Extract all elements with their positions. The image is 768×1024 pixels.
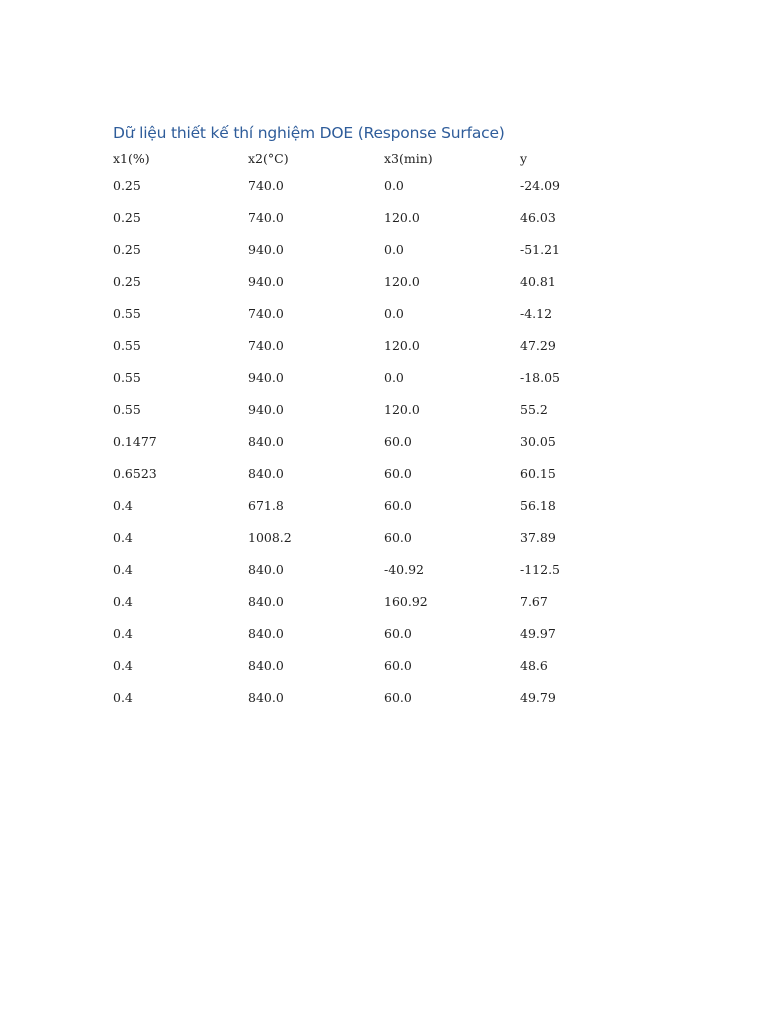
cell-x2: 940.0 — [248, 401, 284, 417]
table-row — [113, 617, 580, 649]
cell-x1: 0.55 — [113, 305, 141, 321]
table-row — [113, 265, 580, 297]
cell-y: -112.5 — [520, 561, 561, 577]
cell-y: 47.29 — [520, 337, 556, 353]
cell-x1: 0.25 — [113, 209, 141, 225]
table-row — [113, 201, 580, 233]
cell-x1: 0.55 — [113, 337, 141, 353]
cell-y: -51.21 — [520, 241, 561, 257]
cell-x3: 120.0 — [384, 401, 420, 417]
table-row — [113, 553, 580, 585]
cell-x1: 0.1477 — [113, 433, 157, 449]
doe-data-table — [113, 147, 580, 713]
cell-x1: 0.4 — [113, 689, 133, 705]
cell-x3: 0.0 — [384, 177, 404, 193]
column-header-x3: x3(min) — [384, 150, 433, 166]
cell-x1: 0.4 — [113, 593, 133, 609]
table-row — [113, 425, 580, 457]
table-row — [113, 649, 580, 681]
cell-x3: 0.0 — [384, 369, 404, 385]
cell-x3: -40.92 — [384, 561, 425, 577]
cell-x3: 120.0 — [384, 209, 420, 225]
cell-x3: 160.92 — [384, 593, 428, 609]
cell-x1: 0.4 — [113, 625, 133, 641]
cell-x2: 740.0 — [248, 337, 284, 353]
table-row — [113, 361, 580, 393]
cell-x2: 940.0 — [248, 273, 284, 289]
header-row — [113, 147, 580, 169]
cell-x2: 840.0 — [248, 689, 284, 705]
table-body — [113, 169, 580, 713]
cell-x3: 60.0 — [384, 465, 412, 481]
cell-y: 55.2 — [520, 401, 548, 417]
cell-x2: 840.0 — [248, 625, 284, 641]
cell-x2: 740.0 — [248, 305, 284, 321]
table-row — [113, 457, 580, 489]
column-header-y: y — [520, 150, 528, 166]
cell-y: 7.67 — [520, 593, 548, 609]
table-header — [113, 147, 580, 169]
cell-x3: 60.0 — [384, 433, 412, 449]
cell-x2: 1008.2 — [248, 529, 292, 545]
cell-x3: 0.0 — [384, 241, 404, 257]
cell-x1: 0.4 — [113, 497, 133, 513]
table-row — [113, 521, 580, 553]
cell-x2: 840.0 — [248, 465, 284, 481]
cell-x3: 60.0 — [384, 529, 412, 545]
cell-x2: 740.0 — [248, 177, 284, 193]
document-title: Dữ liệu thiết kế thí nghiệm DOE (Response Surface) — [113, 124, 505, 142]
cell-x2: 940.0 — [248, 369, 284, 385]
cell-y: 37.89 — [520, 529, 556, 545]
cell-x1: 0.6523 — [113, 465, 157, 481]
cell-x2: 671.8 — [248, 497, 284, 513]
cell-x1: 0.55 — [113, 369, 141, 385]
cell-y: 40.81 — [520, 273, 556, 289]
cell-x2: 740.0 — [248, 209, 284, 225]
cell-x3: 0.0 — [384, 305, 404, 321]
cell-x2: 940.0 — [248, 241, 284, 257]
cell-x1: 0.4 — [113, 561, 133, 577]
cell-x1: 0.4 — [113, 657, 133, 673]
cell-x1: 0.25 — [113, 241, 141, 257]
table-row — [113, 297, 580, 329]
cell-y: 30.05 — [520, 433, 556, 449]
cell-x1: 0.25 — [113, 273, 141, 289]
table-row — [113, 169, 580, 201]
cell-x3: 120.0 — [384, 337, 420, 353]
cell-x1: 0.4 — [113, 529, 133, 545]
cell-x2: 840.0 — [248, 433, 284, 449]
cell-x3: 60.0 — [384, 625, 412, 641]
cell-x2: 840.0 — [248, 593, 284, 609]
cell-x3: 120.0 — [384, 273, 420, 289]
table-row — [113, 329, 580, 361]
column-header-x1: x1(%) — [113, 150, 150, 166]
cell-y: 49.79 — [520, 689, 556, 705]
cell-x2: 840.0 — [248, 657, 284, 673]
cell-x2: 840.0 — [248, 561, 284, 577]
table-row — [113, 681, 580, 713]
cell-y: 49.97 — [520, 625, 556, 641]
cell-x3: 60.0 — [384, 689, 412, 705]
cell-x1: 0.25 — [113, 177, 141, 193]
cell-y: -4.12 — [520, 305, 553, 321]
cell-y: -24.09 — [520, 177, 561, 193]
table-row — [113, 233, 580, 265]
cell-x3: 60.0 — [384, 497, 412, 513]
table-row — [113, 393, 580, 425]
cell-y: 60.15 — [520, 465, 556, 481]
cell-x3: 60.0 — [384, 657, 412, 673]
column-header-x2: x2(°C) — [248, 150, 289, 166]
table-row — [113, 489, 580, 521]
cell-y: -18.05 — [520, 369, 561, 385]
cell-y: 46.03 — [520, 209, 556, 225]
cell-y: 56.18 — [520, 497, 556, 513]
table-row — [113, 585, 580, 617]
cell-y: 48.6 — [520, 657, 548, 673]
cell-x1: 0.55 — [113, 401, 141, 417]
